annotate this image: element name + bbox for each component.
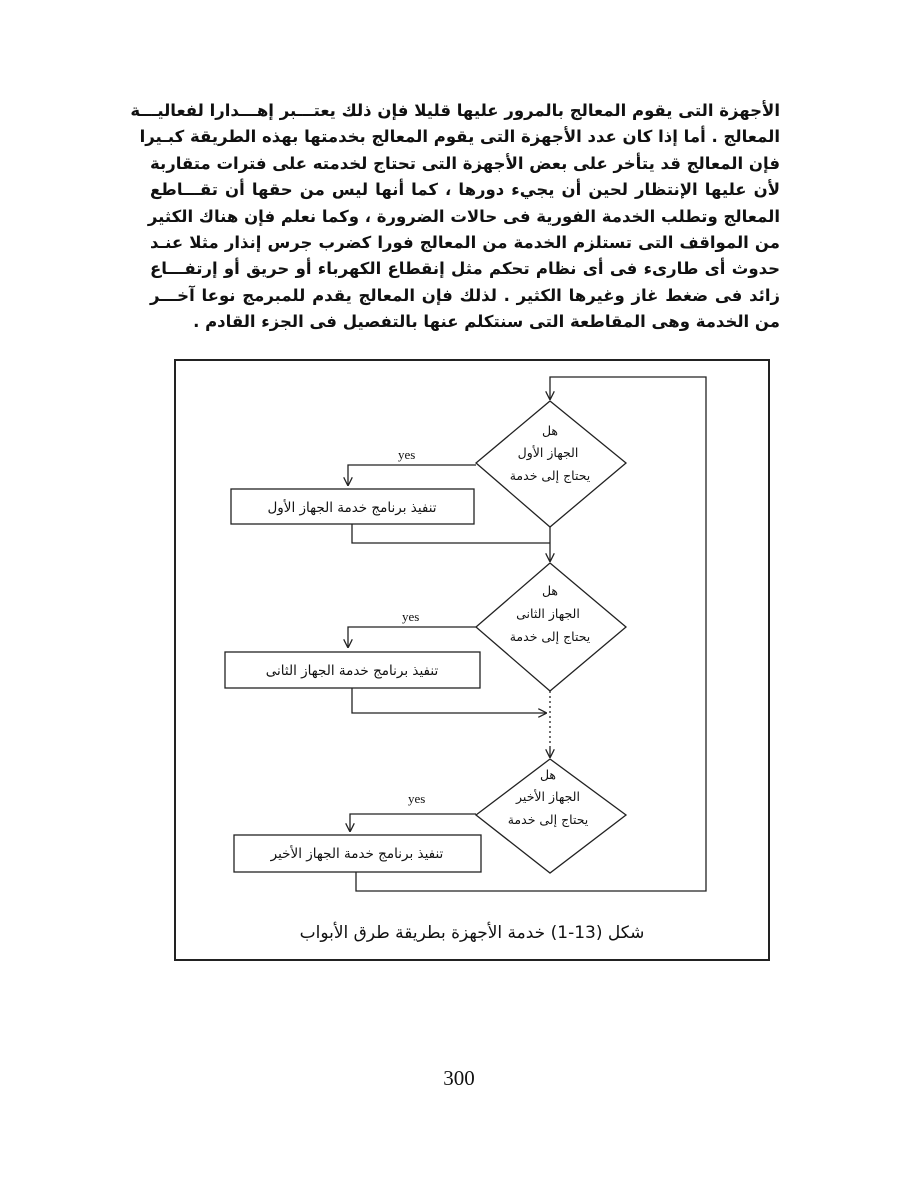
flowchart-figure <box>174 359 770 961</box>
flowchart-svg <box>176 361 768 959</box>
return-line-1 <box>352 524 550 543</box>
paragraph-line: فإن المعالج قد يتأخر على بعض الأجهزة التى تحتاج لخدمته على فترات متقاربة <box>150 153 780 173</box>
return-line-2 <box>352 688 546 713</box>
yes-label-2: yes <box>402 609 420 624</box>
paragraph-line: الأجهزة التى يقوم المعالج بالمرور عليها قليلا فإن ذلك يعتـــبر إهـــدارا لفعاليـــة <box>130 101 780 120</box>
yes-branch-3 <box>350 814 476 831</box>
paragraph-line: من الخدمة وهى المقاطعة التى سنتكلم عنها بالتفصيل فى الجزء القادم . <box>193 312 780 332</box>
yes-label-3: yes <box>408 791 426 806</box>
decision-1-line3: يحتاج إلى خدمة <box>509 468 591 483</box>
process-2-label: تنفيذ برنامج خدمة الجهاز الثانى <box>265 663 439 679</box>
paragraph-line: من المواقف التى تستلزم الخدمة من المعالج فورا كضرب جرس إنذار مثلا عنـد <box>150 233 780 253</box>
process-1-label: تنفيذ برنامج خدمة الجهاز الأول <box>267 500 437 516</box>
decision-3-line2: الجهاز الأخير <box>516 789 580 804</box>
paragraph-line: المعالج وتطلب الخدمة الفورية فى حالات الضرورة ، وكما نعلم فإن هناك الكثير <box>147 206 780 226</box>
yes-branch-1 <box>348 465 476 485</box>
paragraph-line: لأن عليها الإنتظار لحين أن يجيء دورها ، كما أنها ليس من حقها أن تقـــاطع <box>150 180 780 200</box>
decision-3-line3: يحتاج إلى خدمة <box>507 812 589 827</box>
yes-branch-2 <box>348 627 476 647</box>
paragraph-line: زائد فى ضغط غاز وغيرها الكثير . لذلك فإن المعالج يقدم للمبرمج نوعا آخـــر <box>150 285 780 305</box>
paragraph-line: حدوث أى طارىء فى أى نظام تحكم مثل إنقطاع الكهرباء أو حريق أو إرتفـــاع <box>150 259 780 279</box>
page-number: 300 <box>443 1066 475 1090</box>
decision-diamond-1 <box>476 401 626 527</box>
figure-caption: شكل (13-1) خدمة الأجهزة بطريقة طرق الأبواب <box>299 923 645 943</box>
decision-1-line1: هل <box>541 423 559 438</box>
decision-2-line3: يحتاج إلى خدمة <box>509 629 591 644</box>
yes-label-1: yes <box>398 447 416 462</box>
decision-2-line2: الجهاز الثانى <box>516 606 580 621</box>
body-paragraph <box>130 98 780 336</box>
decision-2-line1: هل <box>541 583 559 598</box>
decision-3-line1: هل <box>539 767 557 782</box>
paragraph-line: المعالج . أما إذا كان عدد الأجهزة التى يقوم المعالج بخدمتها بهذه الطريقة كبـيرا <box>139 127 780 147</box>
return-line-3 <box>356 872 550 891</box>
decision-1-line2: الجهاز الأول <box>517 445 579 460</box>
process-3-label: تنفيذ برنامج خدمة الجهاز الأخير <box>270 846 444 862</box>
